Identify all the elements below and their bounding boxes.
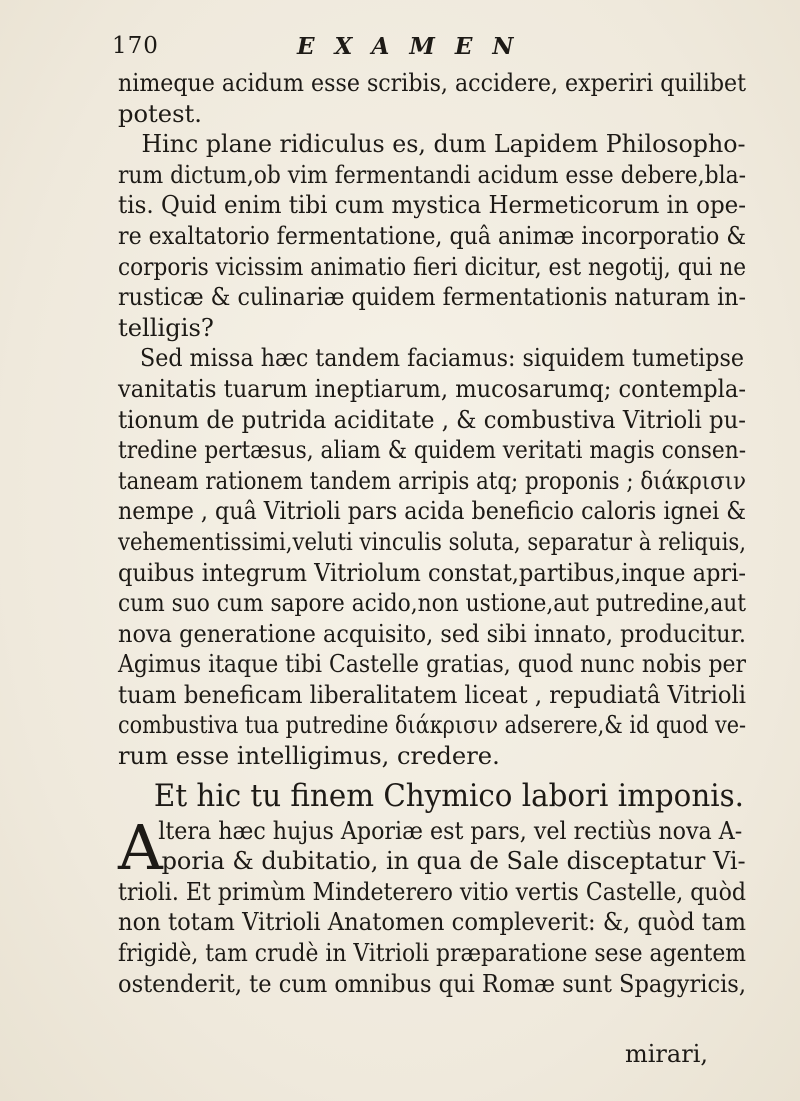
text-line: tredine pertæsus, aliam & quidem veritati magis consen- [118,436,747,465]
text-line: rusticæ & culinariæ quidem fermentationis naturam in- [118,283,746,312]
text-line: cum suo cum sapore acido,non ustione,aut putredine,aut [118,589,747,618]
text-line: tuam beneficam liberalitatem liceat , repudiatâ Vitrioli [118,680,746,709]
paragraph-4 [118,810,747,1000]
catchword: mirari, [625,1040,708,1068]
text-line: vehementissimi,veluti vinculis soluta, separatur à reliquis, [118,527,747,556]
text-line: taneam rationem tandem arripis atq; proponis ; διάκρισιν [118,466,747,495]
page-header [112,33,732,63]
text-line: ostenderit, te cum omnibus qui Romæ sunt Spagyricis, [118,969,747,998]
paragraph-3 [118,343,747,771]
text-line: frigidè, tam crudè in Vitrioli præparatione sese agentem [118,939,746,968]
text-line: nempe , quâ Vitrioli pars acida beneficio caloris ignei & [118,497,747,526]
text-line: nimeque acidum esse scribis, accidere, experiri quilibet [118,69,746,97]
text-line: quibus integrum Vitriolum constat,partibus,inque apri- [118,558,747,587]
text-line: nova generatione acquisito, sed sibi innato, producitur. [118,619,747,648]
text-line: rum esse intelligimus, credere. [118,742,500,771]
paragraph-2 [118,129,747,343]
section-heading: Et hic tu finem Chymico labori imponis. [153,777,744,814]
text-line: ltera hæc hujus Aporiæ est pars, vel rectiùs nova A- [158,816,743,845]
text-line: rum dictum,ob vim fermentandi acidum esse debere,bla- [118,160,747,189]
paragraph-1 [118,68,746,129]
page-number: 170 [112,33,159,59]
text-line: Agimus itaque tibi Castelle gratias, quod nunc nobis per [118,650,747,679]
text-line: trioli. Et primùm Mindeterero vitio vertis Castelle, quòd [118,877,746,906]
text-line: telligis? [118,313,214,342]
text-line: poria & dubitatio, in qua de Sale disceptatur Vi- [161,847,746,876]
text-line: corporis vicissim animatio fieri dicitur, est negotij, qui ne [118,252,747,281]
text-line: tis. Quid enim tibi cum mystica Hermeticorum in ope- [118,191,747,220]
text-line: non totam Vitrioli Anatomen compleverit: &, quòd tam [118,908,746,937]
text-line: tionum de putrida aciditate , & combustiva Vitrioli pu- [118,405,746,434]
drop-cap: A [118,810,163,884]
text-line: potest. [118,99,202,128]
running-title: EXAMEN [297,33,534,60]
text-line: re exaltatorio fermentatione, quâ animæ incorporatio & [118,221,747,250]
body-text [118,68,747,999]
text-line: Hinc plane ridiculus es, dum Lapidem Philosopho- [141,130,746,159]
text-line: vanitatis tuarum ineptiarum, mucosarumq; contempla- [118,374,746,403]
text-line: Sed missa hæc tandem faciamus: siquidem tumetipse [140,344,744,373]
text-line: combustiva tua putredine διάκρισιν adserere,& id quod ve- [118,711,747,740]
